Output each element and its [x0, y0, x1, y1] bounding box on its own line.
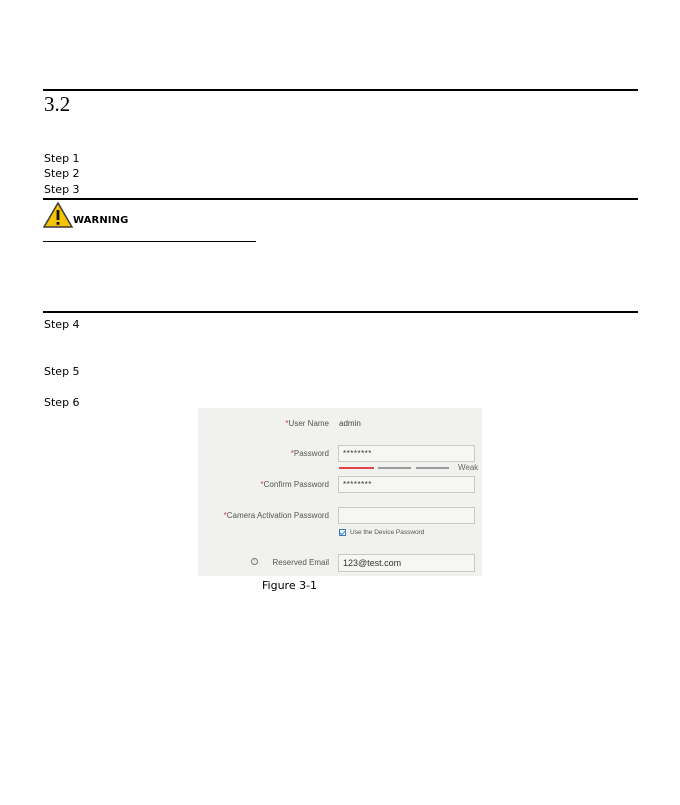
- camera-activation-password-label: *Camera Activation Password: [223, 511, 329, 520]
- info-icon: !: [251, 558, 258, 565]
- confirm-password-field[interactable]: ********: [338, 476, 475, 493]
- password-field[interactable]: ********: [338, 445, 475, 462]
- section-top-rule: [43, 89, 638, 91]
- user-name-value: admin: [339, 419, 361, 428]
- section-number: 3.2: [44, 92, 71, 116]
- reserved-email-field[interactable]: 123@test.com: [338, 554, 475, 572]
- confirm-password-label: *Confirm Password: [260, 480, 329, 489]
- step-3-label: Step 3: [44, 183, 80, 196]
- password-label: *Password: [290, 449, 329, 458]
- use-device-password-checkbox[interactable]: [339, 529, 346, 536]
- user-name-label: *User Name: [285, 419, 329, 428]
- step-6-label: Step 6: [44, 396, 80, 409]
- activation-form-screenshot: [198, 408, 482, 576]
- camera-activation-password-field[interactable]: [338, 507, 475, 524]
- step-4-label: Step 4: [44, 318, 80, 331]
- strength-bar-medium: [378, 467, 411, 469]
- reserved-email-label: Reserved Email: [272, 558, 329, 567]
- warning-bottom-rule: [43, 311, 638, 313]
- figure-caption: Figure 3-1: [262, 579, 318, 592]
- strength-bar-strong: [416, 467, 449, 469]
- step-5-label: Step 5: [44, 365, 80, 378]
- password-strength-label: Weak: [458, 463, 479, 472]
- strength-bar-weak: [339, 467, 374, 469]
- warning-top-rule: [43, 198, 638, 200]
- step-1-label: Step 1: [44, 152, 80, 165]
- warning-triangle-icon: [43, 202, 73, 228]
- warning-underline: [43, 241, 256, 242]
- use-device-password-label: Use the Device Password: [350, 529, 425, 536]
- step-2-label: Step 2: [44, 167, 80, 180]
- warning-label: WARNING: [73, 215, 129, 226]
